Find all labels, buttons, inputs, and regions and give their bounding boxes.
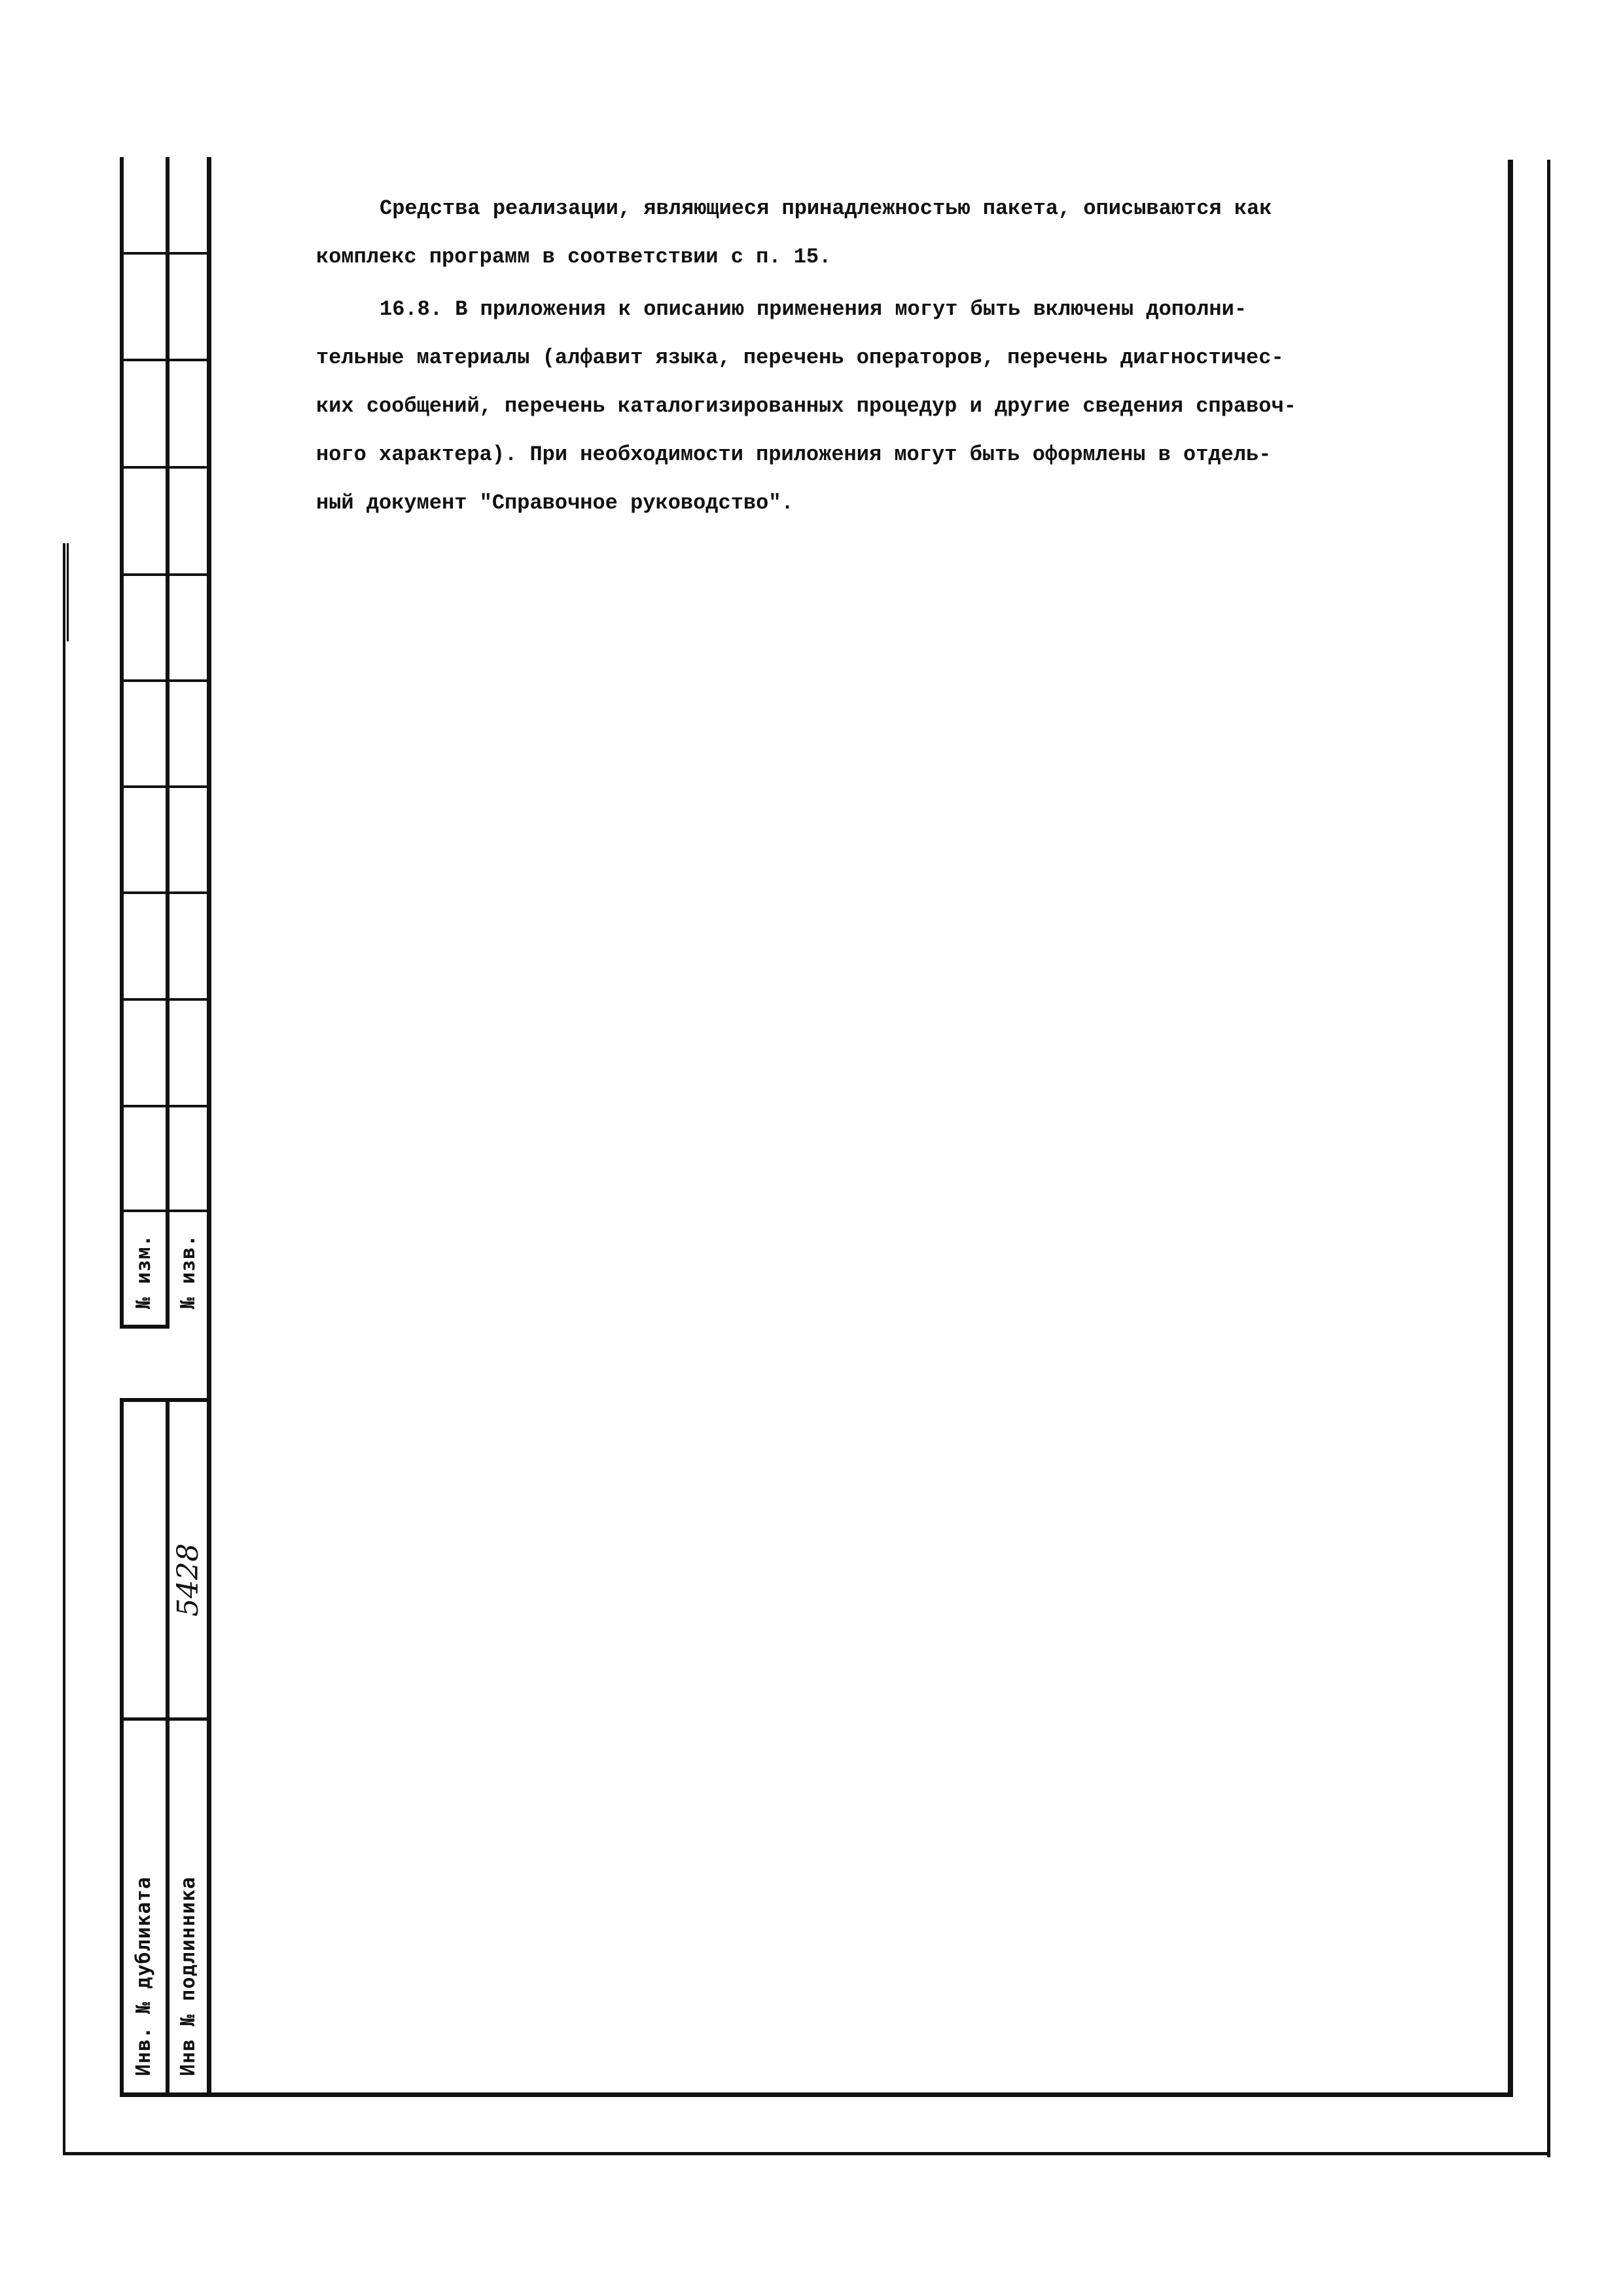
text-line: ного характера). При необходимости приложения могут быть оформлены в отдель- [316, 442, 1272, 467]
stamp-label-no-izv: № изв. [177, 1234, 200, 1309]
stamp-block-mid-line [166, 1398, 169, 2097]
frame-right-line [1508, 160, 1513, 2097]
stamp-cell-divider [120, 679, 211, 682]
stamp-block-separator [120, 1717, 211, 1721]
stamp-column-mid-line [166, 157, 169, 1329]
text-line: ких сообщений, перечень каталогизированных процедур и другие сведения справоч- [316, 394, 1296, 418]
stamp-cell-divider [120, 998, 211, 1001]
text-line: 16.8. В приложения к описанию применения могут быть включены дополни- [380, 297, 1247, 321]
stamp-block-top-line [120, 1398, 211, 1402]
stamp-block-left-line [120, 1398, 124, 2097]
paragraph-1 [316, 185, 1416, 281]
stamp-cell-divider [120, 573, 211, 576]
document-body [316, 185, 1416, 528]
text-line: ный документ "Справочное руководство". [316, 491, 794, 515]
stamp-cell-divider [120, 252, 211, 255]
outer-left-line [63, 543, 65, 2155]
stamp-cell-divider [120, 1210, 211, 1212]
stamp-cell-divider [120, 466, 211, 469]
paragraph-2 [316, 285, 1416, 528]
text-line: Средства реализации, являющиеся принадлежностью пакета, описываются как [380, 196, 1272, 221]
text-line: комплекс программ в соответствии с п. 15. [316, 245, 832, 269]
outer-right-line [1547, 160, 1550, 2157]
frame-bottom-line [120, 2092, 1512, 2097]
frame-left-line [207, 157, 211, 2096]
stamp-podlinnik-number: 5428 [171, 1543, 205, 1617]
scan-mark [67, 543, 69, 641]
text-line: тельные материалы (алфавит языка, перечень операторов, перечень диагностичес- [316, 346, 1284, 370]
stamp-label-inv-podlinnika: Инв № подлинника [177, 1876, 200, 2076]
stamp-cell-divider [120, 359, 211, 361]
stamp-label-inv-dublikata: Инв. № дубликата [132, 1876, 155, 2076]
outer-bottom-line [63, 2152, 1550, 2155]
stamp-upper-bottom-line [120, 1325, 169, 1329]
stamp-label-no-izm: № изм. [132, 1234, 155, 1309]
stamp-cell-divider [120, 785, 211, 788]
stamp-cell-divider [120, 1105, 211, 1107]
stamp-cell-divider [120, 891, 211, 894]
stamp-column-left-line [120, 157, 124, 1329]
